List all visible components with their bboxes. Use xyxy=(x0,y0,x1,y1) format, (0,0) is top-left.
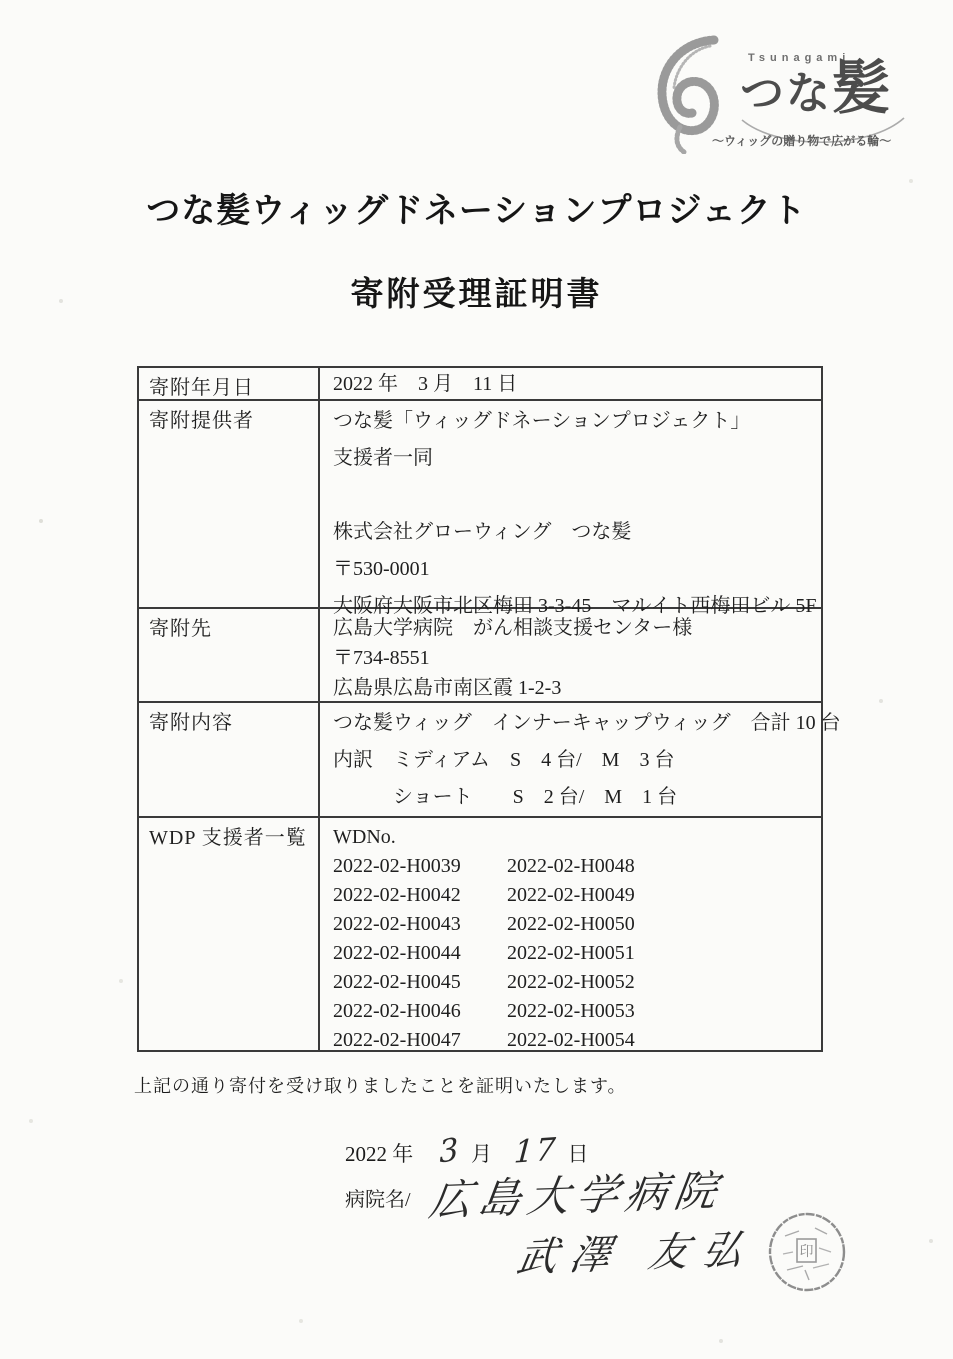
wd-number: 2022-02-H0054 xyxy=(507,1029,635,1051)
cell-line: 支援者一同 xyxy=(333,447,433,469)
handwritten-day: 17 xyxy=(512,1131,559,1171)
doc-subtitle: 寄附受理証明書 xyxy=(350,277,603,313)
row-label: 寄附提供者 xyxy=(139,401,320,607)
row-value xyxy=(320,703,847,816)
month-suffix: 月 xyxy=(470,1142,492,1166)
wd-number: 2022-02-H0051 xyxy=(507,942,635,964)
wd-number-column-1 xyxy=(333,852,507,1055)
cell-line: つな髪「ウィッグドネーションプロジェクト」 xyxy=(333,410,751,432)
cell-line: つな髪ウィッグ インナーキャップウィッグ 合計 10 台 xyxy=(333,712,841,734)
certificate-table xyxy=(137,366,841,1052)
row-value xyxy=(320,818,821,1050)
logo-brand-jp-kana: つな xyxy=(740,69,832,118)
wd-number-column-2 xyxy=(507,852,681,1055)
cell-line: ショート S 2 台/ M 1 台 xyxy=(333,786,678,808)
logo-text-block xyxy=(740,52,915,121)
wd-number-grid xyxy=(333,852,815,1055)
seal-stamp-icon xyxy=(765,1208,849,1296)
cell-line: 〒530-0001 xyxy=(333,558,430,580)
wd-number: 2022-02-H0050 xyxy=(507,913,635,935)
cell-line: 大阪府大阪市北区梅田 3-3-45 マルイト西梅田ビル 5F xyxy=(333,595,817,617)
day-suffix: 日 xyxy=(567,1142,589,1166)
wdno-header: WDNo. xyxy=(333,826,396,848)
logo-brand-en: Tsunagami xyxy=(748,52,851,64)
row-label: 寄附先 xyxy=(139,609,320,701)
wd-number: 2022-02-H0049 xyxy=(507,884,635,906)
wd-number: 2022-02-H0052 xyxy=(507,971,635,993)
row-value xyxy=(320,401,822,617)
page-title: つな髪ウィッグドネーションプロジェクト xyxy=(146,193,807,230)
cell-line: 広島県広島市南区霞 1-2-3 xyxy=(333,677,562,699)
logo-tagline: ～ウィッグの贈り物で広がる輪～ xyxy=(712,134,892,148)
handwritten-hospital-name: 広島大学病院 xyxy=(426,1165,728,1226)
table-row-wdp-supporters xyxy=(139,816,821,1050)
row-label: WDP 支援者一覧 xyxy=(139,818,320,1050)
table-row-donor xyxy=(139,399,821,617)
row-label: 寄附年月日 xyxy=(139,368,320,399)
wd-number: 2022-02-H0053 xyxy=(507,1000,635,1022)
closing-statement: 上記の通り寄付を受け取りましたことを証明いたします。 xyxy=(134,1076,627,1096)
wd-number: 2022-02-H0047 xyxy=(333,1029,461,1051)
logo-brand-jp-kanji: 髪 xyxy=(832,56,893,121)
row-value xyxy=(320,609,821,701)
cell-line: 内訳 ミディアム S 4 台/ M 3 台 xyxy=(333,749,675,771)
wd-number: 2022-02-H0048 xyxy=(507,855,635,877)
cell-line: 〒734-8551 xyxy=(333,647,430,669)
cell-line: 株式会社グローウィング つな髪 xyxy=(333,521,632,543)
wd-number: 2022-02-H0039 xyxy=(333,855,461,877)
row-value xyxy=(320,368,821,399)
handwritten-month: 3 xyxy=(438,1131,460,1171)
table-row-recipient xyxy=(139,607,821,701)
wd-number: 2022-02-H0046 xyxy=(333,1000,461,1022)
table-row-donation-contents xyxy=(139,701,841,816)
table-row-donation-date xyxy=(139,368,821,399)
seal-character: 印 xyxy=(799,1245,814,1260)
wd-number: 2022-02-H0044 xyxy=(333,942,461,964)
cell-line xyxy=(333,477,816,514)
row-label: 寄附内容 xyxy=(139,703,320,816)
tsunagami-logo xyxy=(638,26,918,160)
cell-line: 2022 年 3 月 11 日 xyxy=(333,373,518,395)
cell-line: 広島大学病院 がん相談支援センター様 xyxy=(333,617,693,639)
issue-year: 2022 年 xyxy=(345,1142,414,1166)
wd-number: 2022-02-H0042 xyxy=(333,884,461,906)
hospital-name-label: 病院名/ xyxy=(345,1189,411,1211)
wd-number: 2022-02-H0043 xyxy=(333,913,461,935)
wd-number: 2022-02-H0045 xyxy=(333,971,461,993)
handwritten-signature: 武澤 友弘 xyxy=(513,1226,760,1282)
